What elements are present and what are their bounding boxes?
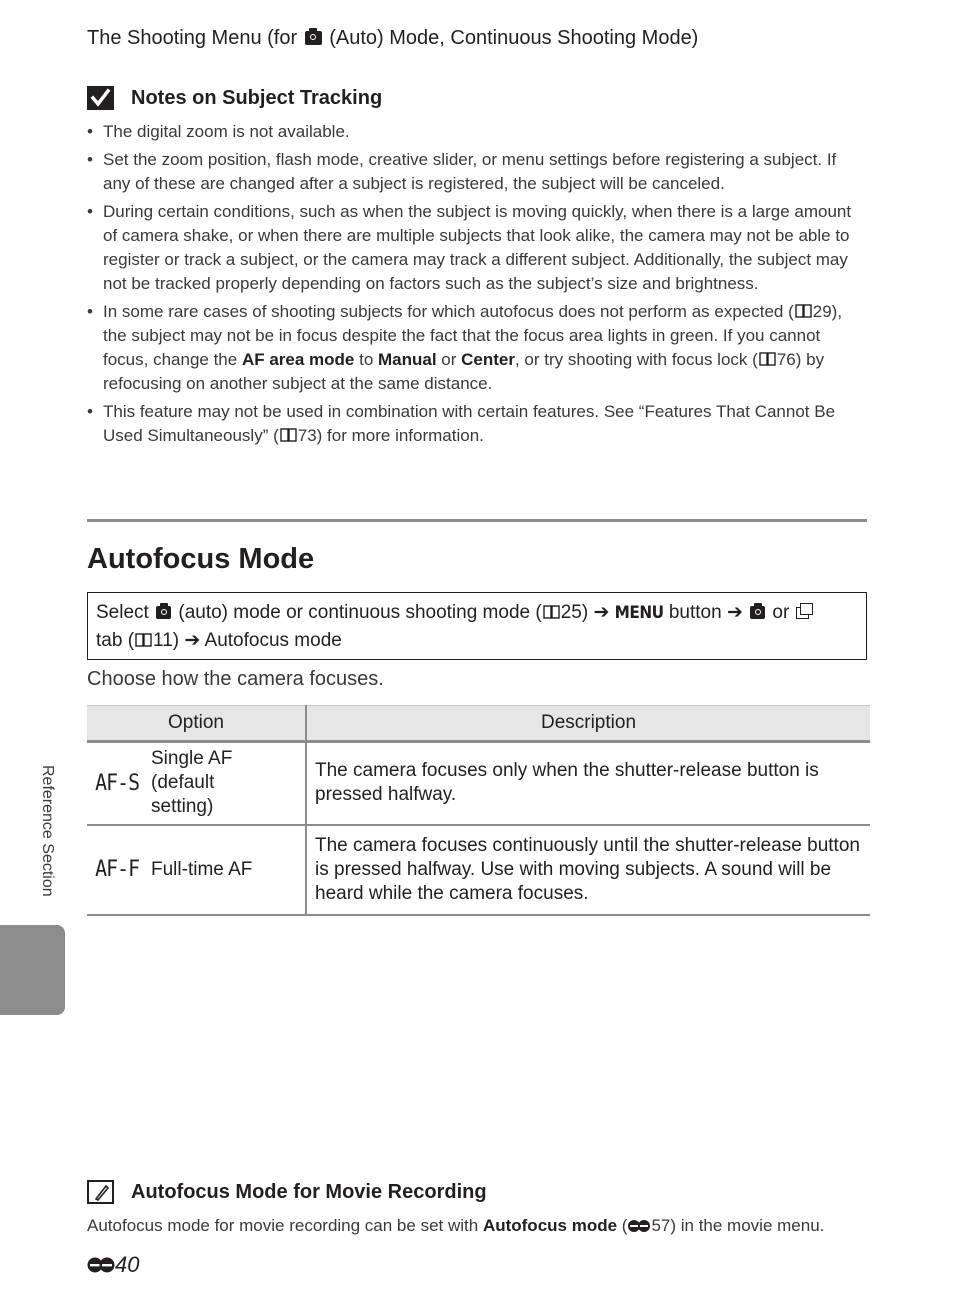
header-option: Option	[87, 706, 306, 742]
bullet-text: to	[354, 350, 378, 369]
body-text: (	[617, 1216, 628, 1235]
bullet-text: ) for more information.	[316, 426, 484, 445]
description-cell: The camera focuses only when the shutter-release button is pressed halfway.	[306, 742, 870, 825]
bullet-text: ), the subject may not be in focus despite the fact that the focus area lights in green. If you cannot focus, change the	[103, 302, 843, 369]
nav-text: tab (	[96, 630, 135, 651]
bullet-item	[87, 120, 867, 144]
header-description: Description	[306, 706, 870, 742]
camera-icon	[750, 606, 765, 619]
table-row	[87, 742, 870, 825]
nav-text: )	[172, 630, 185, 651]
description-cell: The camera focuses continuously until the shutter-release button is pressed halfway. Use with moving subjects. A sound will be heard while the camera focuses.	[306, 825, 870, 915]
option-label: Full-time AF	[151, 858, 253, 880]
reference-section-icon	[87, 1256, 115, 1274]
page-ref[interactable]: 73	[297, 426, 317, 445]
nav-text: button	[663, 602, 727, 623]
arrow-right-icon: ➔	[593, 602, 610, 623]
af-f-icon: AF-F	[95, 857, 140, 882]
option-cell	[87, 742, 306, 825]
bullet-item	[87, 148, 867, 196]
nav-text: Select	[96, 602, 155, 623]
nav-text: (auto) mode or continuous shooting mode (	[173, 602, 542, 623]
page-ref[interactable]: 11	[153, 630, 173, 651]
option-label: Single AF (default setting)	[151, 748, 233, 818]
book-ref-icon	[759, 352, 776, 367]
nav-text: )	[581, 602, 594, 623]
bullet-text: During certain conditions, such as when the subject is moving quickly, when there is a large amount of camera shake, or when there are multiple subjects that look alike, the camera may not be able to register or track a subject, or the camera may track a different subject. Additionally, the subject may not be tracked properly depending on factors such as the subject’s size and brightness.	[103, 202, 852, 293]
page-header	[87, 27, 698, 50]
book-ref-icon	[543, 605, 560, 620]
strong-text: Autofocus mode	[482, 1216, 618, 1235]
pencil-note-icon	[87, 1180, 114, 1204]
strong-text: AF area mode	[241, 350, 355, 369]
bullet-item	[87, 400, 867, 448]
header-suffix: (Auto) Mode, Continuous Shooting Mode)	[323, 27, 699, 49]
bullet-text: Set the zoom position, flash mode, creative slider, or menu settings before registering a subject. If any of these are changed after a subject is registered, the subject will be canceled.	[103, 150, 837, 193]
strong-text: Manual	[378, 350, 437, 369]
book-ref-icon	[795, 304, 812, 319]
bullet-text: , or try shooting with focus lock (	[514, 350, 758, 369]
bullet-text: or	[436, 350, 462, 369]
check-note-icon	[87, 86, 114, 110]
bullet-text: In some rare cases of shooting subjects for which autofocus does not perform as expected (	[103, 302, 794, 321]
note1-title-text: Notes on Subject Tracking	[131, 86, 383, 109]
note2-title-text: Autofocus Mode for Movie Recording	[131, 1180, 487, 1203]
body-text: Autofocus mode for movie recording can be set with	[87, 1216, 483, 1235]
page-ref[interactable]: 25	[560, 602, 582, 623]
page-ref[interactable]: 29	[812, 302, 832, 321]
page-number-text: 40	[115, 1252, 140, 1277]
bullet-text: ) by refocusing on another subject at the same distance.	[103, 350, 825, 393]
af-s-icon: AF-S	[95, 770, 140, 796]
note-subject-tracking-title	[87, 86, 382, 110]
side-section-label: Reference Section	[39, 765, 56, 897]
arrow-right-icon: ➔	[184, 630, 201, 651]
nav-text: Autofocus mode	[200, 630, 342, 651]
camera-icon	[305, 31, 322, 45]
section-intro: Choose how the camera focuses.	[87, 668, 384, 690]
camera-icon	[156, 606, 171, 619]
section-title: Autofocus Mode	[87, 543, 315, 575]
nav-text: or	[767, 602, 795, 623]
bullet-text: This feature may not be used in combination with certain features. See “Features That Cannot Be Used Simultaneously” (	[103, 402, 836, 445]
reference-section-icon	[627, 1219, 651, 1233]
bullet-item	[87, 200, 867, 296]
strong-text: Center	[461, 350, 515, 369]
option-cell	[87, 825, 306, 915]
bullet-item	[87, 300, 867, 396]
menu-path-box	[87, 592, 867, 660]
body-text: ) in the movie menu.	[670, 1216, 825, 1235]
page-number	[87, 1252, 139, 1278]
page-ref[interactable]: 57	[651, 1216, 671, 1235]
options-table	[87, 705, 870, 916]
note-movie-af-title	[87, 1180, 487, 1204]
note2-body	[87, 1216, 824, 1236]
page-ref[interactable]: 76	[776, 350, 796, 369]
side-section-tab	[0, 925, 65, 1015]
continuous-mode-icon	[796, 603, 814, 620]
bullet-text: The digital zoom is not available.	[103, 122, 350, 141]
section-divider	[87, 519, 867, 522]
table-header-row	[87, 706, 870, 742]
book-ref-icon	[135, 633, 152, 648]
book-ref-icon	[280, 428, 297, 443]
header-prefix: The Shooting Menu (for	[87, 27, 303, 49]
menu-button-icon: MENU	[614, 603, 664, 623]
arrow-right-icon: ➔	[726, 602, 743, 623]
table-row	[87, 825, 870, 915]
note1-bullets	[87, 120, 867, 452]
